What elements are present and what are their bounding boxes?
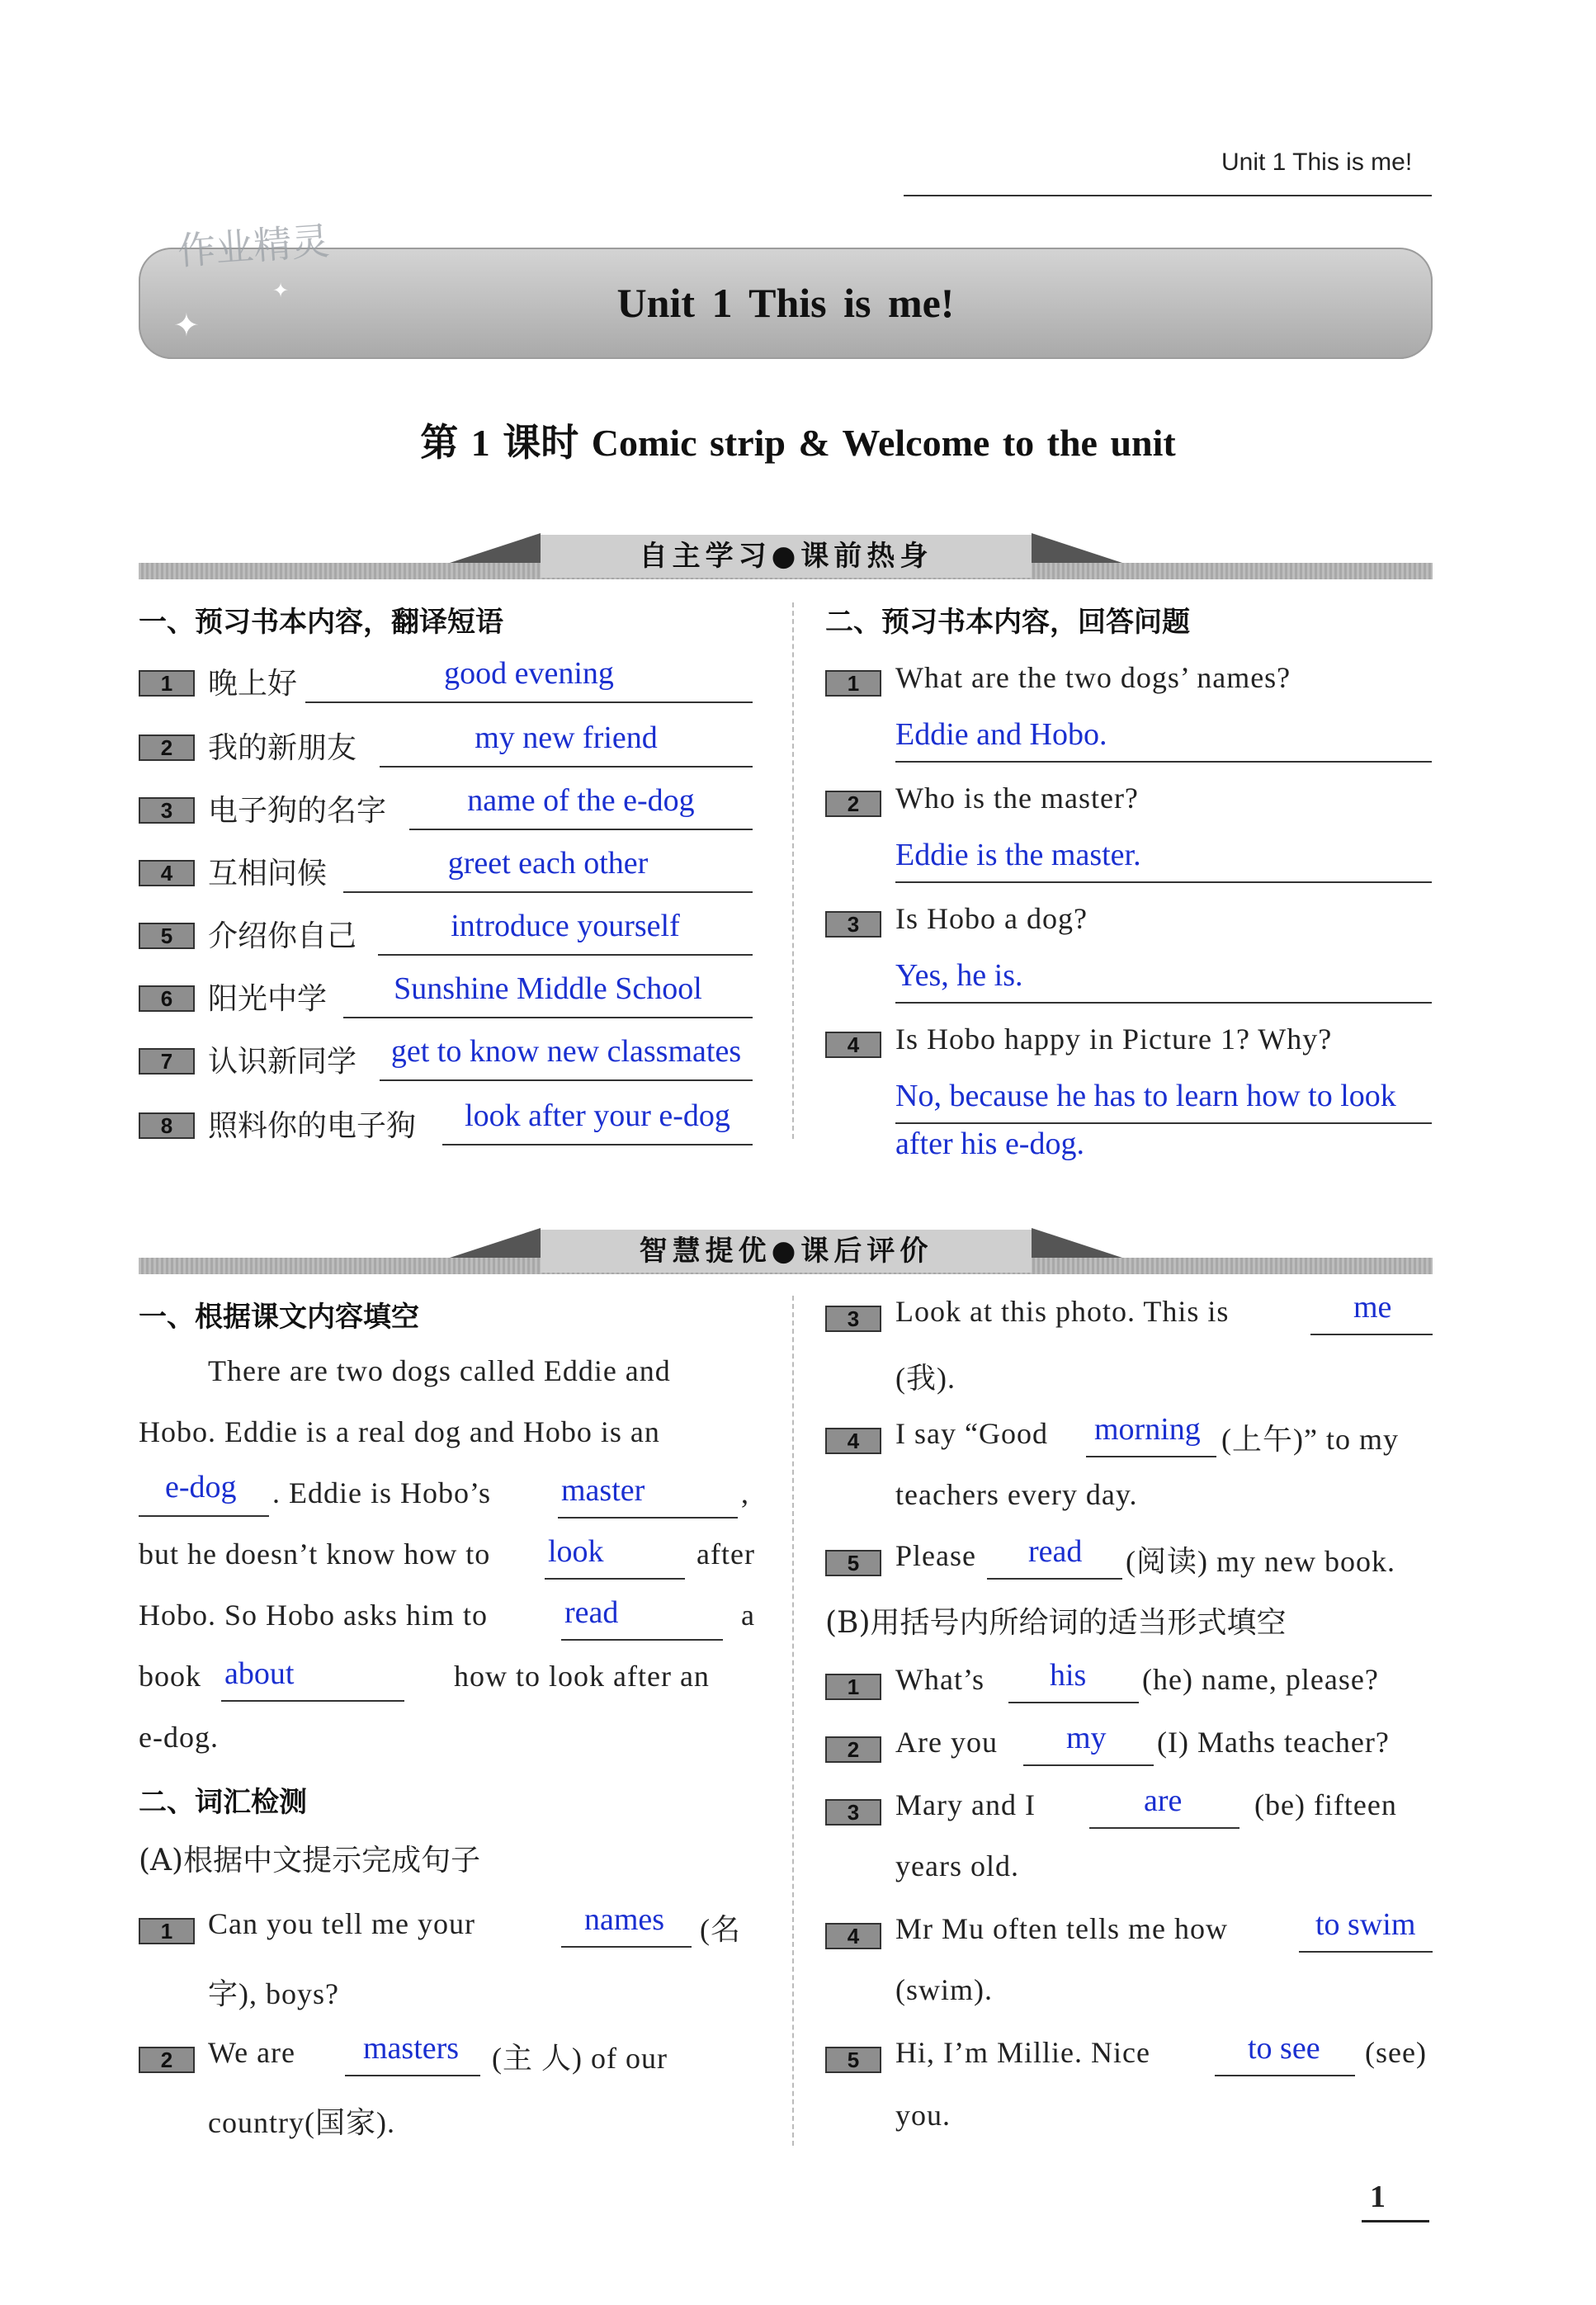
sentence-text: (be) fifteen bbox=[1254, 1788, 1397, 1821]
blank-line bbox=[545, 1578, 685, 1580]
item-number-badge: 4 bbox=[139, 860, 195, 886]
vocab-heading: 二、词汇检测 bbox=[139, 1786, 307, 1819]
prompt-text: 认识新同学 bbox=[208, 1045, 357, 1079]
blank-answer: e-dog bbox=[165, 1470, 237, 1504]
page-number-rule bbox=[1362, 2220, 1429, 2222]
sentence-text: Mr Mu often tells me how bbox=[895, 1912, 1228, 1945]
blank-answer: read bbox=[1028, 1534, 1083, 1569]
item-number-badge: 3 bbox=[139, 797, 195, 824]
passage-text: how to look after an bbox=[454, 1660, 710, 1693]
answer-line bbox=[343, 1017, 753, 1018]
passage-line: There are two dogs called Eddie and bbox=[208, 1354, 671, 1387]
bar-triangle-right bbox=[1032, 533, 1122, 563]
item-number-badge: 5 bbox=[139, 923, 195, 949]
prompt-text: 互相问候 bbox=[208, 857, 328, 890]
item-number-badge: 3 bbox=[825, 1799, 881, 1826]
blank-answer: my bbox=[1066, 1721, 1107, 1755]
prompt-text: 晚上好 bbox=[208, 667, 298, 701]
blank-line bbox=[221, 1700, 404, 1702]
item-number-badge: 7 bbox=[139, 1048, 195, 1075]
answer-line bbox=[895, 761, 1432, 763]
sentence-text: (上午)” to my bbox=[1221, 1423, 1399, 1456]
star-icon: ✦ bbox=[173, 307, 200, 343]
answer-text: introduce yourself bbox=[451, 909, 680, 943]
item-number-badge: 2 bbox=[825, 791, 881, 817]
blank-answer: to see bbox=[1248, 2031, 1320, 2066]
item-number-badge: 4 bbox=[825, 1428, 881, 1454]
bar-triangle-right bbox=[1032, 1228, 1122, 1258]
blank-line bbox=[1008, 1702, 1139, 1703]
sentence-text: (阅读) my new book. bbox=[1126, 1545, 1395, 1578]
sentence-text: (see) bbox=[1365, 2036, 1427, 2069]
blank-answer: to swim bbox=[1315, 1907, 1416, 1942]
answer-line bbox=[343, 891, 753, 893]
answer-text: my new friend bbox=[475, 720, 658, 755]
section-label: 智慧提优●课后评价 bbox=[639, 1235, 933, 1268]
blank-answer: master bbox=[561, 1473, 645, 1508]
answer-text: greet each other bbox=[447, 846, 649, 881]
blank-answer: about bbox=[224, 1656, 295, 1691]
sentence-text: (I) Maths teacher? bbox=[1157, 1726, 1390, 1759]
blank-line bbox=[1310, 1334, 1433, 1335]
sentence-text: I say “Good bbox=[895, 1417, 1048, 1450]
answer-text: look after your e-dog bbox=[465, 1098, 730, 1133]
blank-line bbox=[561, 1946, 692, 1948]
bar-triangle-left bbox=[450, 1228, 541, 1258]
answer-line bbox=[409, 829, 753, 830]
section-tab bbox=[541, 1230, 1032, 1273]
fill-heading: 一、根据课文内容填空 bbox=[139, 1301, 419, 1334]
answer-line bbox=[895, 1002, 1432, 1004]
blank-line bbox=[1215, 2075, 1355, 2076]
passage-text: after bbox=[696, 1537, 755, 1571]
sentence-text: (主 人) of our bbox=[492, 2042, 668, 2075]
item-number-badge: 4 bbox=[825, 1923, 881, 1949]
sentence-text: country(国家). bbox=[208, 2106, 395, 2139]
column-divider bbox=[792, 1296, 794, 2146]
answer-line bbox=[442, 1144, 753, 1145]
answer-line bbox=[380, 1079, 753, 1081]
blank-line bbox=[1086, 1456, 1216, 1457]
watermark-logo: 作业精灵 bbox=[176, 218, 331, 274]
passage-line: Hobo. Eddie is a real dog and Hobo is an bbox=[139, 1415, 660, 1448]
answer-text: good evening bbox=[444, 656, 614, 691]
blank-line bbox=[1299, 1951, 1433, 1953]
answer-text: Sunshine Middle School bbox=[394, 971, 702, 1006]
item-number-badge: 3 bbox=[825, 1306, 881, 1332]
answer-line bbox=[378, 954, 753, 956]
question-text: Who is the master? bbox=[895, 782, 1139, 815]
item-number-badge: 2 bbox=[139, 2047, 195, 2073]
passage-text: a bbox=[741, 1599, 755, 1632]
item-number-badge: 1 bbox=[139, 670, 195, 697]
answer-text: name of the e-dog bbox=[467, 783, 695, 818]
blank-answer: me bbox=[1353, 1290, 1392, 1325]
blank-answer: names bbox=[584, 1902, 665, 1937]
answer-text: get to know new classmates bbox=[390, 1034, 742, 1069]
prompt-text: 照料你的电子狗 bbox=[208, 1109, 417, 1143]
header-rule bbox=[904, 195, 1432, 196]
sub-heading-b: (B)用括号内所给词的适当形式填空 bbox=[825, 1606, 1287, 1640]
blank-answer: his bbox=[1050, 1658, 1087, 1693]
sub-heading-a: (A)根据中文提示完成句子 bbox=[139, 1844, 481, 1878]
unit-banner bbox=[139, 248, 1433, 359]
prompt-text: 我的新朋友 bbox=[208, 731, 357, 765]
sentence-text: (我). bbox=[895, 1362, 956, 1395]
passage-text: Hobo. So Hobo asks him to bbox=[139, 1599, 489, 1632]
item-number-badge: 1 bbox=[825, 670, 881, 697]
passage-text: e-dog. bbox=[139, 1721, 219, 1754]
page-number: 1 bbox=[1370, 2180, 1386, 2214]
sentence-text: (名 bbox=[700, 1913, 741, 1946]
blank-line bbox=[1089, 1827, 1239, 1829]
section-label: 自主学习●课前热身 bbox=[639, 540, 933, 573]
item-number-badge: 4 bbox=[825, 1032, 881, 1058]
question-text: Is Hobo happy in Picture 1? Why? bbox=[895, 1023, 1333, 1056]
passage-text: but he doesn’t know how to bbox=[139, 1537, 491, 1571]
running-header: Unit 1 This is me! bbox=[1221, 149, 1413, 176]
sentence-text: teachers every day. bbox=[895, 1478, 1138, 1511]
item-number-badge: 2 bbox=[139, 734, 195, 761]
blank-answer: look bbox=[548, 1534, 604, 1569]
item-number-badge: 3 bbox=[825, 911, 881, 938]
sentence-text: you. bbox=[895, 2099, 951, 2132]
sentence-text: (swim). bbox=[895, 1973, 993, 2006]
answer-text: Eddie and Hobo. bbox=[895, 717, 1107, 752]
blank-answer: masters bbox=[363, 2031, 460, 2066]
answer-line bbox=[380, 766, 753, 768]
sentence-text: Please bbox=[895, 1539, 976, 1572]
blank-answer: read bbox=[564, 1595, 619, 1630]
prompt-text: 介绍你自己 bbox=[208, 919, 357, 953]
sentence-text: 字), boys? bbox=[208, 1977, 339, 2010]
sentence-text: Look at this photo. This is bbox=[895, 1295, 1230, 1328]
sentence-text: What’s bbox=[895, 1663, 985, 1696]
answer-line bbox=[895, 881, 1432, 883]
answer-text: Yes, he is. bbox=[895, 958, 1023, 993]
passage-text: . Eddie is Hobo’s bbox=[272, 1476, 491, 1509]
prompt-text: 电子狗的名字 bbox=[208, 794, 387, 828]
blank-line bbox=[1023, 1764, 1154, 1766]
answer-text: after his e-dog. bbox=[895, 1127, 1084, 1161]
answer-line bbox=[305, 701, 753, 703]
column-divider bbox=[792, 602, 794, 1139]
blank-answer: are bbox=[1144, 1783, 1183, 1818]
item-number-badge: 5 bbox=[825, 1550, 881, 1576]
sentence-text: years old. bbox=[895, 1849, 1019, 1882]
part2-heading: 二、预习书本内容，回答问题 bbox=[825, 606, 1190, 639]
part1-heading: 一、预习书本内容，翻译短语 bbox=[139, 606, 503, 639]
item-number-badge: 6 bbox=[139, 985, 195, 1012]
question-text: Is Hobo a dog? bbox=[895, 902, 1088, 935]
unit-title: Unit 1 This is me! bbox=[616, 280, 955, 326]
prompt-text: 阳光中学 bbox=[208, 982, 328, 1016]
sentence-text: (he) name, please? bbox=[1142, 1663, 1379, 1696]
blank-line bbox=[139, 1515, 269, 1517]
sentence-text: Hi, I’m Millie. Nice bbox=[895, 2036, 1150, 2069]
star-icon: ✦ bbox=[272, 279, 290, 302]
answer-text: No, because he has to learn how to look bbox=[895, 1079, 1396, 1113]
section-tab bbox=[541, 535, 1032, 578]
blank-answer: morning bbox=[1094, 1412, 1201, 1447]
blank-line bbox=[561, 1639, 723, 1641]
item-number-badge: 2 bbox=[825, 1736, 881, 1763]
item-number-badge: 8 bbox=[139, 1112, 195, 1139]
answer-text: Eddie is the master. bbox=[895, 838, 1141, 872]
blank-line bbox=[558, 1517, 738, 1519]
sentence-text: Are you bbox=[895, 1726, 998, 1759]
item-number-badge: 1 bbox=[825, 1674, 881, 1700]
question-text: What are the two dogs’ names? bbox=[895, 661, 1291, 694]
bar-triangle-left bbox=[450, 533, 541, 563]
item-number-badge: 5 bbox=[825, 2047, 881, 2073]
answer-line bbox=[895, 1122, 1432, 1124]
passage-text: , bbox=[741, 1476, 749, 1509]
sentence-text: We are bbox=[208, 2036, 296, 2069]
item-number-badge: 1 bbox=[139, 1918, 195, 1944]
sentence-text: Can you tell me your bbox=[208, 1907, 475, 1940]
blank-line bbox=[345, 2075, 480, 2076]
passage-text: book bbox=[139, 1660, 201, 1693]
sentence-text: Mary and I bbox=[895, 1788, 1036, 1821]
blank-line bbox=[987, 1578, 1122, 1580]
lesson-title: 第 1 课时 Comic strip & Welcome to the unit bbox=[420, 422, 1176, 464]
